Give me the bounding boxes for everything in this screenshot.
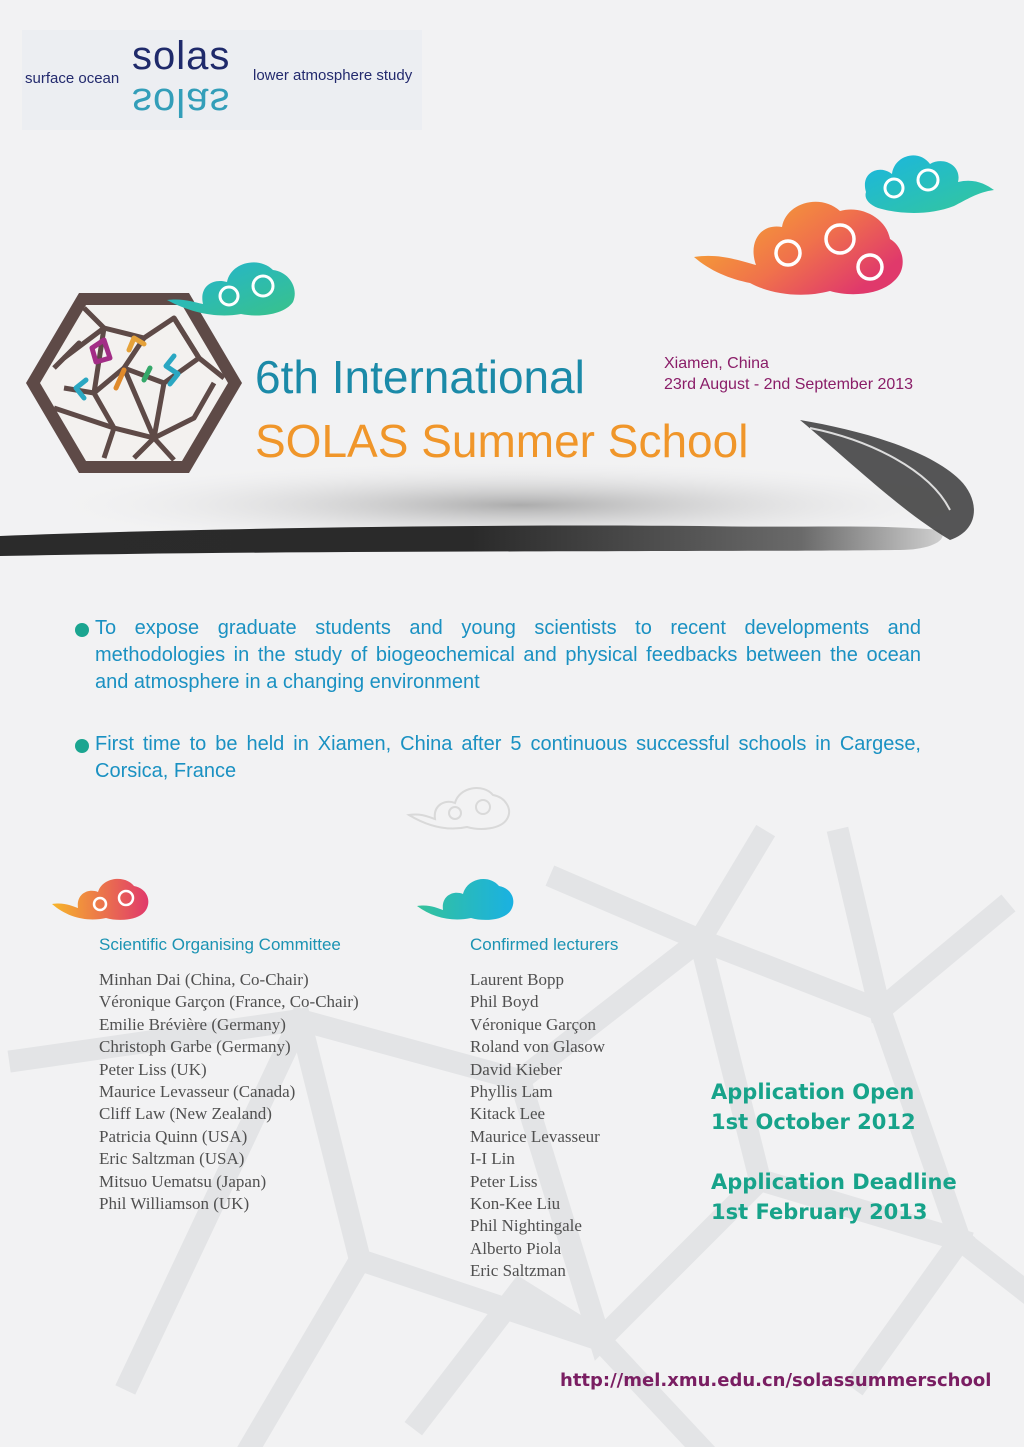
lecturer-name: David Kieber: [470, 1059, 563, 1079]
cloud-orange-top-icon: [690, 195, 910, 305]
lecturer-name: Laurent Bopp: [470, 970, 564, 989]
lecturer-name: Alberto Piola: [470, 1238, 562, 1258]
application-deadline-date: 1st February 2013: [711, 1200, 928, 1224]
committee-member: Phil Williamson (UK): [99, 1194, 250, 1214]
bullet-text: To expose graduate students and young scientists to recent developments and methodologies in the study of biogeochemical and physical feedbacks between the ocean and atmosphere in a changing environment: [95, 617, 921, 693]
lecturer-name: Maurice Levasseur: [470, 1126, 600, 1146]
bullet-item: [75, 615, 921, 696]
committee-list: [99, 969, 359, 1215]
lecturer-name: Peter Liss: [470, 1171, 538, 1191]
application-open-label: Application Open: [711, 1080, 915, 1104]
title-line-2: SOLAS Summer School: [255, 415, 749, 467]
lecturer-name: Eric Saltzman: [470, 1261, 566, 1281]
bullet-dot-icon: [75, 623, 89, 637]
committee-member: Minhan Dai (China, Co-Chair): [99, 970, 309, 989]
website-link[interactable]: http://mel.xmu.edu.cn/solassummerschool: [560, 1370, 992, 1391]
logo-wordmark-reflection: solas: [132, 80, 231, 124]
lecturer-name: I-I Lin: [470, 1149, 515, 1169]
bullet-text: First time to be held in Xiamen, China after 5 continuous successful schools in Cargese, Corsica, France: [95, 733, 921, 782]
lecturer-name: Phyllis Lam: [470, 1082, 553, 1102]
application-deadline-label: Application Deadline: [711, 1170, 957, 1194]
application-open-date: 1st October 2012: [711, 1110, 916, 1134]
committee-member: Christoph Garbe (Germany): [99, 1037, 291, 1057]
cloud-teal-emblem-icon: [165, 256, 300, 321]
committee-member: Emilie Brévière (Germany): [99, 1014, 286, 1034]
lecturer-name: Kitack Lee: [470, 1104, 546, 1124]
bullet-dot-icon: [75, 739, 89, 753]
event-location: Xiamen, China: [664, 355, 769, 372]
lecturer-name: Phil Boyd: [470, 992, 539, 1012]
cloud-outline-icon: [405, 783, 515, 833]
committee-member: Patricia Quinn (USA): [99, 1126, 248, 1146]
title-line-1: 6th International: [255, 351, 585, 403]
logo-left-text: surface ocean: [25, 70, 120, 87]
committee-member: Maurice Levasseur (Canada): [99, 1082, 296, 1102]
lecturers-heading: Confirmed lecturers: [470, 935, 619, 954]
event-dates: 23rd August - 2nd September 2013: [664, 376, 914, 393]
application-deadline: [711, 1167, 957, 1227]
lecturer-name: Kon-Kee Liu: [470, 1194, 561, 1214]
lecturers-list: [470, 969, 605, 1283]
cloud-orange-small-icon: [50, 876, 150, 922]
committee-member: Mitsuo Uematsu (Japan): [99, 1171, 267, 1191]
logo-right-text: lower atmosphere study: [253, 67, 413, 84]
cloud-teal-small-icon: [415, 876, 515, 922]
application-open: [711, 1077, 916, 1137]
bullet-item: [75, 731, 921, 785]
committee-member: Eric Saltzman (USA): [99, 1149, 245, 1169]
committee-member: Cliff Law (New Zealand): [99, 1104, 272, 1124]
committee-heading: Scientific Organising Committee: [99, 935, 341, 954]
lecturer-name: Phil Nightingale: [470, 1216, 582, 1236]
lecturer-name: Roland von Glasow: [470, 1037, 606, 1057]
logo-wordmark: solas: [132, 34, 231, 78]
event-info: [664, 353, 913, 395]
committee-member: Véronique Garçon (France, Co-Chair): [99, 992, 359, 1012]
lecturer-name: Véronique Garçon: [470, 1014, 597, 1034]
committee-member: Peter Liss (UK): [99, 1059, 207, 1079]
